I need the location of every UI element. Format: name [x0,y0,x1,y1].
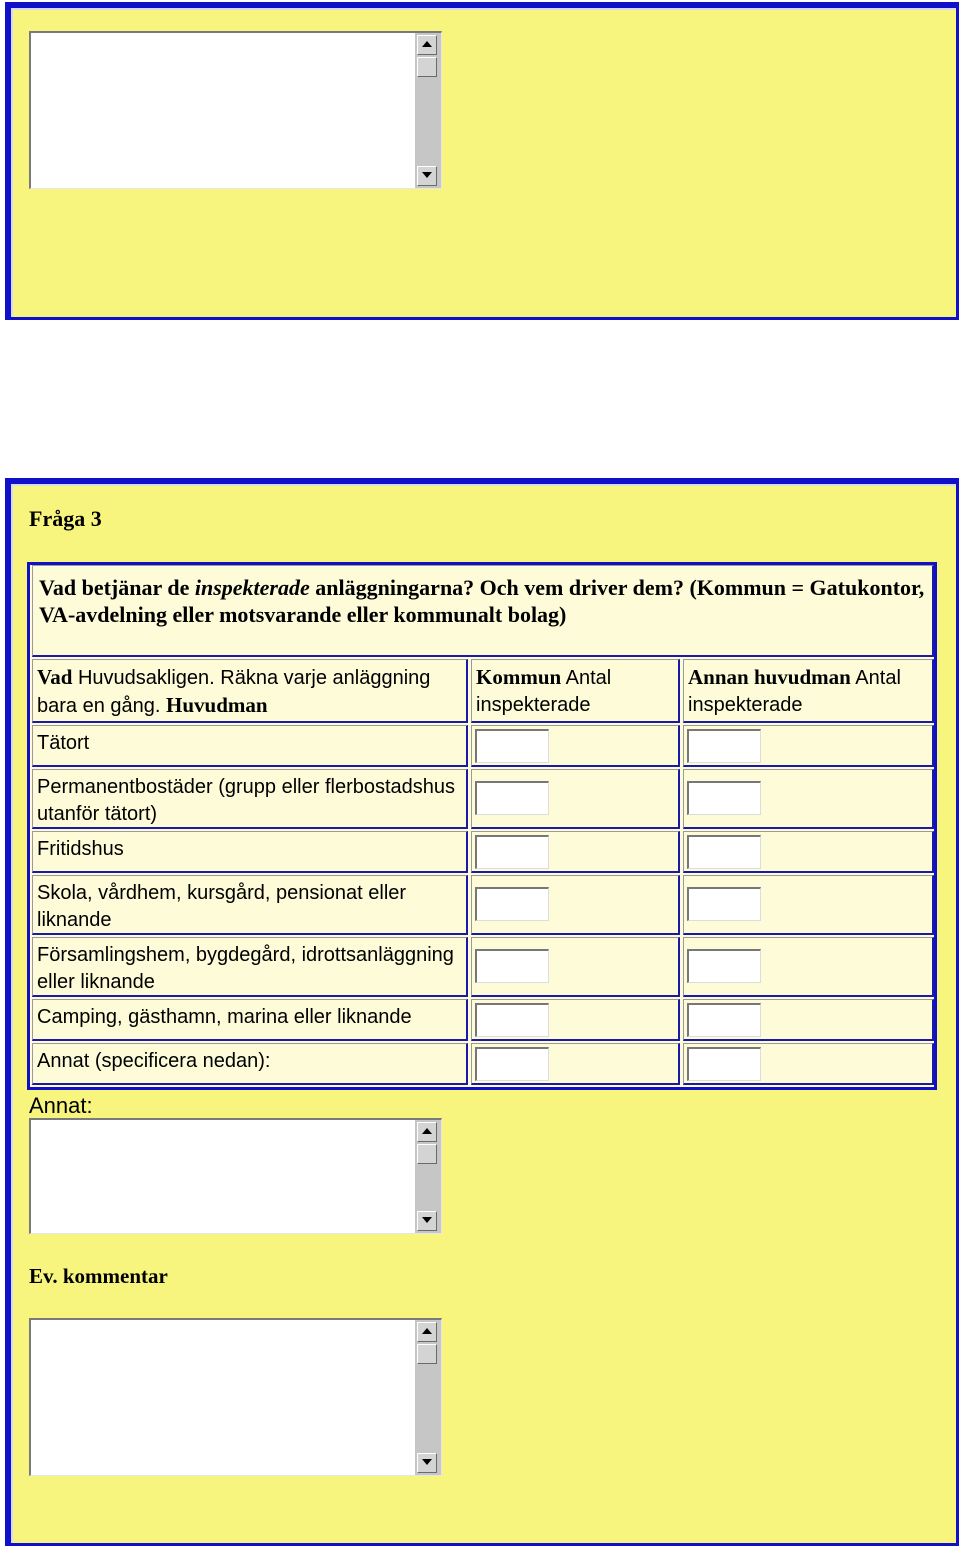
row-annan-cell [683,875,934,935]
scroll-up-button[interactable] [417,1322,437,1342]
annan-count-input-camping[interactable] [687,1003,761,1037]
row-label-fritidshus: Fritidshus [32,831,468,873]
question-text-part1: Vad betjänar de [39,575,195,600]
scroll-down-button[interactable] [417,1453,437,1473]
header-huvudman-bold: Huvudman [166,693,268,717]
row-label-permanentbostader: Permanentbostäder (grupp eller flerbostadshus utanför tätort) [32,769,468,829]
scroll-down-arrow-icon [422,1459,432,1465]
row-kommun-cell [471,875,680,935]
kommun-count-input-forsamlingshem[interactable] [475,949,549,983]
scrollbar[interactable] [415,33,441,188]
scroll-up-button[interactable] [417,1122,437,1142]
header-kommun-cell [471,659,680,723]
header-kommun-bold: Kommun [476,665,562,689]
row-kommun-cell [471,769,680,829]
row-label-skola: Skola, vårdhem, kursgård, pensionat eller liknande [32,875,468,935]
scroll-up-button[interactable] [417,35,437,55]
kommun-count-input-skola[interactable] [475,887,549,921]
scroll-thumb[interactable] [417,1344,437,1364]
scroll-down-button[interactable] [417,166,437,186]
question3-table [27,562,937,1090]
kommun-count-input-camping[interactable] [475,1003,549,1037]
annan-count-input-fritidshus[interactable] [687,835,761,869]
row-label-tatort: Tätort [32,725,468,767]
kommun-count-input-fritidshus[interactable] [475,835,549,869]
scroll-up-arrow-icon [422,1328,432,1334]
question3-title: Fråga 3 [29,506,102,531]
kommun-count-input-permanentbostader[interactable] [475,781,549,815]
row-label-annat: Annat (specificera nedan): [32,1043,468,1085]
scroll-up-arrow-icon [422,41,432,47]
previous-textarea[interactable] [29,31,442,189]
scroll-down-arrow-icon [422,172,432,178]
header-vad-bold: Vad [37,665,73,689]
kommun-count-input-tatort[interactable] [475,729,549,763]
header-annan-cell [683,659,934,723]
row-annan-cell [683,1043,934,1085]
row-label-forsamlingshem: Församlingshem, bygdegård, idrottsanläggning eller liknande [32,937,468,997]
scrollbar[interactable] [415,1120,441,1233]
row-kommun-cell [471,999,680,1041]
header-kommun-text: Antal inspekterade [476,667,612,716]
row-kommun-cell [471,725,680,767]
row-kommun-cell [471,937,680,997]
row-annan-cell [683,937,934,997]
header-vad-text: Huvudsakligen. Räkna varje anläggning bara en gång. [37,667,431,717]
scrollbar[interactable] [415,1320,441,1475]
row-annan-cell [683,831,934,873]
row-label-camping: Camping, gästhamn, marina eller liknande [32,999,468,1041]
header-annan-bold: Annan huvudman [688,665,851,689]
comment-textarea[interactable] [29,1318,442,1476]
question-text-part2: anläggningarna? Och vem driver dem? (Kommun = Gatukontor, VA-avdelning eller motsvarande eller kommunalt bolag) [39,575,925,627]
kommun-count-input-annat[interactable] [475,1047,549,1081]
scroll-down-button[interactable] [417,1211,437,1231]
scroll-up-arrow-icon [422,1128,432,1134]
scroll-thumb[interactable] [417,1144,437,1164]
question-text-italic: inspekterade [194,575,310,600]
question-text-cell [32,565,934,657]
row-annan-cell [683,725,934,767]
scroll-thumb[interactable] [417,57,437,77]
annat-label: Annat: [29,1093,93,1118]
annat-textarea[interactable] [29,1118,442,1234]
row-kommun-cell [471,831,680,873]
header-vad-cell [32,659,468,723]
comment-label: Ev. kommentar [29,1264,168,1288]
annan-count-input-skola[interactable] [687,887,761,921]
annan-count-input-tatort[interactable] [687,729,761,763]
annan-count-input-forsamlingshem[interactable] [687,949,761,983]
header-annan-text: Antal inspekterade [688,667,901,716]
row-kommun-cell [471,1043,680,1085]
row-annan-cell [683,769,934,829]
row-annan-cell [683,999,934,1041]
annan-count-input-permanentbostader[interactable] [687,781,761,815]
scroll-down-arrow-icon [422,1217,432,1223]
annan-count-input-annat[interactable] [687,1047,761,1081]
